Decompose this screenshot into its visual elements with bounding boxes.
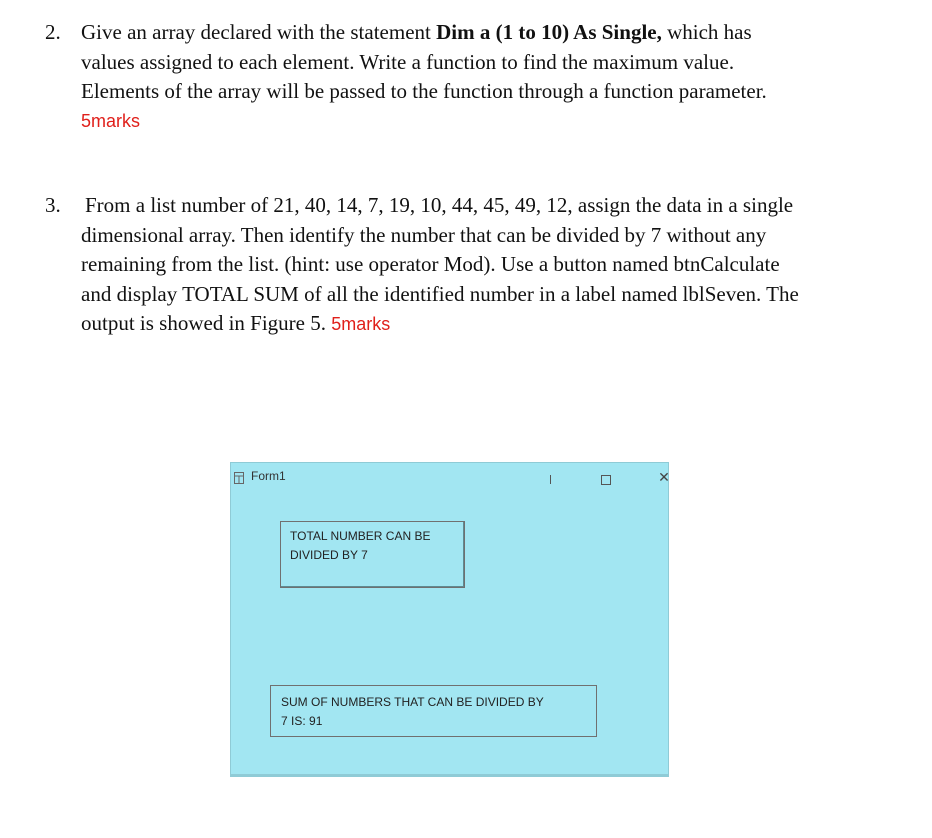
text-segment: Give an array declared with the statement (81, 20, 437, 44)
question-3 (45, 191, 905, 340)
close-button[interactable] (654, 468, 674, 488)
question-2 (45, 18, 905, 136)
question-2-marks: 5marks (81, 110, 141, 131)
minimize-icon (550, 475, 551, 484)
form1-window (230, 462, 669, 777)
form-icon (234, 472, 244, 484)
question-2-line-2: values assigned to each element. Write a function to find the maximum value. (81, 49, 735, 74)
btn-calculate[interactable] (280, 521, 465, 588)
bold-code-text: Dim a (1 to 10) As Single, (436, 20, 662, 44)
text-segment: which has (661, 20, 752, 44)
form-title: Form1 (251, 469, 286, 483)
question-3-line-5 (81, 309, 905, 340)
btn-calculate-line-1: TOTAL NUMBER CAN BE (290, 529, 431, 543)
btn-calculate-line-2: DIVIDED BY 7 (290, 548, 368, 562)
maximize-button[interactable] (596, 471, 616, 491)
minimize-button[interactable] (540, 471, 560, 491)
question-3-line-3: remaining from the list. (hint: use operator Mod). Use a button named btnCalculate (81, 252, 780, 276)
form-bottom-edge (231, 774, 668, 776)
question-number: 2. (45, 20, 61, 44)
lbl-seven-line-2: 7 IS: 91 (281, 714, 323, 728)
question-3-marks: 5marks (331, 314, 391, 334)
lbl-seven-line-1: SUM OF NUMBERS THAT CAN BE DIVIDED BY (281, 695, 544, 709)
text-segment: output is showed in Figure 5. (81, 311, 326, 335)
form-titlebar[interactable] (231, 463, 668, 493)
close-icon: ✕ (658, 469, 670, 485)
question-2-line-1 (81, 18, 905, 48)
maximize-icon (601, 475, 611, 485)
question-3-line-2: dimensional array. Then identify the number that can be divided by 7 without any (81, 222, 767, 247)
question-number: 3. (45, 193, 61, 217)
lbl-seven (270, 685, 597, 737)
question-3-line-4: and display TOTAL SUM of all the identified number in a label named lblSeven. The (81, 281, 799, 306)
question-2-line-3: Elements of the array will be passed to the function through a function parameter. (81, 79, 767, 103)
question-3-line-1: From a list number of 21, 40, 14, 7, 19, 10, 44, 45, 49, 12, assign the data in a single (85, 193, 794, 217)
